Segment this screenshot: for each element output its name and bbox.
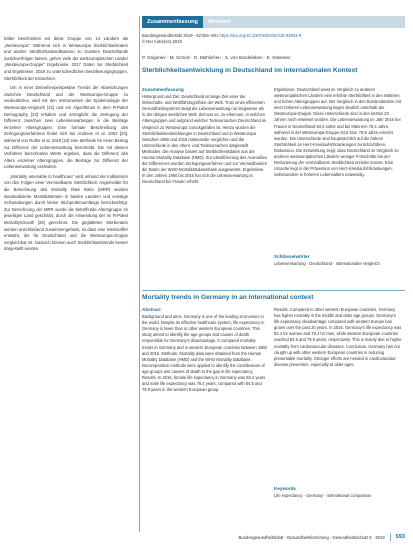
- body-paragraph: Um in einer Zeitreihenperspektive Trends der Abweichungen zwischen Deutschland und der Westeuropa-Gruppe zu verdeutlichen, wird mit den Instrumenten der Epidemiologie der Westeuropa-Vergleich [21] und ein Algorithmus in dem R-Paket Demography [22] erhalten und ermöglicht die Zerlegung der Differenz zwischen zwei Lebenserwartungen in die Beiträge einzelner Altersgruppen. Eine formale Beschreibung des Zerlegungsverfahrens findet sich bei Andreev et al. 2002 [23], während von Ruthe et al. 2019 [24] eine Methode für einen Beitrag zur Differenz der Lebenserwartung beschreibt. Die mit diesem Verfahren berechneten Werte ergeben, dass die Differenz des Alters einzelner Altersgruppen, die Beiträge zur Differenz der Lebenserwartung verändern.: [4, 85, 128, 170]
- column-divider: [139, 16, 140, 532]
- article-title-german: Sterblichkeitsentwicklung in Deutschland im internationalen Kontext: [142, 67, 358, 74]
- section-label-abstract: Abstract: [142, 307, 161, 312]
- abstract-en-column-1: [142, 307, 268, 396]
- article-meta: [142, 33, 405, 45]
- tab-abstract[interactable]: Abstract: [207, 19, 231, 25]
- journal-citation: Bundesgesundheitsbl 2019 · 62:591–601: [142, 33, 219, 38]
- body-paragraph: „Mortality amenable to healthcare" wird anhand der Indikatoren von den Folgen einer Vermeidbaren Sterblichkeit: Angemeldet für die Berechnung des Mortality Rate Ratio (MRR) wurden standardisierte Mortalitätsraten in beiden Ländern und sonstige Schwankungen durch kleine Stichprobenumfänge berücksichtigt. Zur Berechnung der MRR wurde die betreffende Altersgruppe im jeweiligen Land geschätzt, durch die Anwendung der im R-Paket MortalitySmooth [26] gerechnet. Die geglätteten Sterberaten werden anschließend zusammengefasst, so dass eine Sterbeziffer entsteht, die für Deutschland und die Westeuropa-Gruppe vergleichbar ist. Dadurch können auch Sterblichkeitstrends besser dargestellt werden.: [4, 173, 128, 252]
- keywords-de: [274, 254, 402, 267]
- tab-zusammenfassung[interactable]: Zusammenfassung: [142, 16, 203, 28]
- copyright: © Der Autor(en) 2019: [142, 39, 182, 44]
- abstract-de-text-1: Hintergrund und Ziel. Deutschland ist lange Zeit einer der Wirtschafts- und Wohlfahrtsgrößten der Welt. Trotz eines effizienten Gesundheitssystems steigt die Lebenserwartung nur langsamer als in der übrigen westlichen Welt. Ziel war es, zu erkennen, in welchen Altersgruppen und aufgrund welcher Todesursachen Deutschland im Vergleich zu Westeuropa zurückgefallen ist. Hierzu wurden die Sterblichkeitsentwicklungen in Deutschland und in Westeuropa zwischen 1960 und 2016 miteinander verglichen und die Unterschiede in den Alters- und Todesursachen dargestellt. Methoden. Die Analyse basiert auf Sterblichkeitsdaten aus der Human Mortality Database (HMD). Zur Identifizierung des Ausmaßes der Differenzen wurden Zerlegungsverfahren und zur Vermeidbarkeit die Daten der WHO-Mortalitätsdatenbank ausgewertet. Ergebnisse. In den Jahren 1960 bis 2016 hat sich die Lebenserwartung in Deutschland bei Frauen erhöht.: [142, 94, 267, 185]
- footer-separator: [390, 533, 391, 541]
- article-title-english: Mortality trends in Germany in an international context: [142, 294, 314, 301]
- body-paragraph: hafter beschreiben wir diese Gruppe von 14 Ländern als „Westeuropa". Während sich in Westeuropa Sterblichkeitsraten und andere Sterblichkeitsindikatoren zu Gunsten Deutschlands zurückverfolgen lassen, gehen viele der westeuropäischen Länder „Westeuropa-Gruppe" Ergebnisse, 2017 Daten zur Sterblichkeit und Ergebnisse, 2019 zu unterschiedlichen Bevölkerungsgruppen, Sterblichkeit der Einwohner.: [4, 36, 128, 81]
- abstract-de-column-2: [274, 87, 402, 181]
- abstract-en-text-1: Background and aims. Germany is one of the leading economies in the world. Despite its effective healthcare system, life expectancy in Germany is lower than in other western European countries. This study aimed to identify the age groups and causes of death responsible for Germany's disadvantage. It compared mortality trends in Germany and in western European countries between 1960 and 2016. Methods. Mortality data were obtained from the Human Mortality Database (HMD) and the WHO Mortality Database. Decomposition methods were applied to identify the contributions of age groups and causes of death to the gap in life expectancy. Results. In 2016, female life expectancy in Germany was 83.4 years and male life expectancy was 78.4 years, compared with 84.5 and 79.9 years in the western European group.: [142, 314, 267, 393]
- abstract-en-column-2: [274, 307, 402, 371]
- keywords-en-text: Life expectancy · Germany · International comparison: [274, 493, 372, 499]
- page-footer: [142, 532, 405, 542]
- abstract-en-text-2: Results. Compared to other western European countries, Germany has higher mortality in the middle and older age groups. Germany's life expectancy disadvantage compared with western Europe has grown over the past 20 years. In 2016, Germany's life expectancy was 83.4 for women and 78.4 for men, while western European countries reached 84.5 and 79.9 years, respectively. This is mainly due to higher mortality from cardiovascular diseases. Conclusion. Germany has not caught up with other western European countries in reducing preventable mortality. Stronger efforts are needed in cardiovascular disease prevention, especially at older ages.: [274, 307, 402, 367]
- page-number: 593: [395, 534, 405, 540]
- abstract-tab-bar: [142, 16, 405, 28]
- left-body-column: [4, 36, 128, 256]
- keywords-de-text: Lebenserwartung · Deutschland · Internationaler Vergleich: [274, 261, 380, 267]
- keywords-en: [274, 486, 402, 499]
- abstract-de-text-2: Ergebnisse. Deutschland weist im Vergleich zu anderen westeuropäischen Ländern eine erhöhte Sterblichkeit in den mittleren und hohen Altersgruppen auf. Der Vergleich in den Bundesländern mit einer höheren Lebenserwartung liegen deutlich unterhalb der Westeuropa-Gruppe. Diese Unterschiede sind in den letzten 20 Jahren noch erweitert worden. Die Lebenserwartung im Jahr 2016 bei Frauen in Deutschland 83,4 Jahre und bei Männern 78,4 Jahre, während in der Westeuropa-Gruppe 84,5 bzw. 79,9 Jahre erreicht wurden. Die Unterschiede sind hauptsächlich auf die höhere Sterblichkeit an Herz-Kreislauf-Erkrankungen zurückzuführen. Diskussion. Die Entwicklung zeigt, dass Deutschland im Vergleich zu anderen westeuropäischen Ländern weniger Fortschritte bei der Reduzierung der vermeidbaren Sterblichkeit erzielen konnte. Eine Ursache liegt in der Prävention von Herz-Kreislauf-Erkrankungen, insbesondere in höheren Lebensaltern notwendig.: [274, 87, 401, 178]
- doi-link[interactable]: https://doi.org/10.1007/s00103-019-02934-9: [219, 33, 302, 38]
- keywords-de-label: Schlüsselwörter: [274, 254, 310, 259]
- section-label-zusammenfassung: Zusammenfassung: [142, 87, 184, 92]
- author-list: P. Grigoriev · M. Scholz · D. Mühlichen · S. von Bardeleben · E. Klüsener: [142, 55, 291, 60]
- keywords-en-label: Keywords: [274, 486, 296, 491]
- section-divider: [142, 290, 405, 291]
- footer-journal: Bundesgesundheitsblatt - Gesundheitsforschung - Gesundheitsschutz 5 · 2019: [238, 534, 385, 540]
- abstract-de-column-1: [142, 87, 268, 189]
